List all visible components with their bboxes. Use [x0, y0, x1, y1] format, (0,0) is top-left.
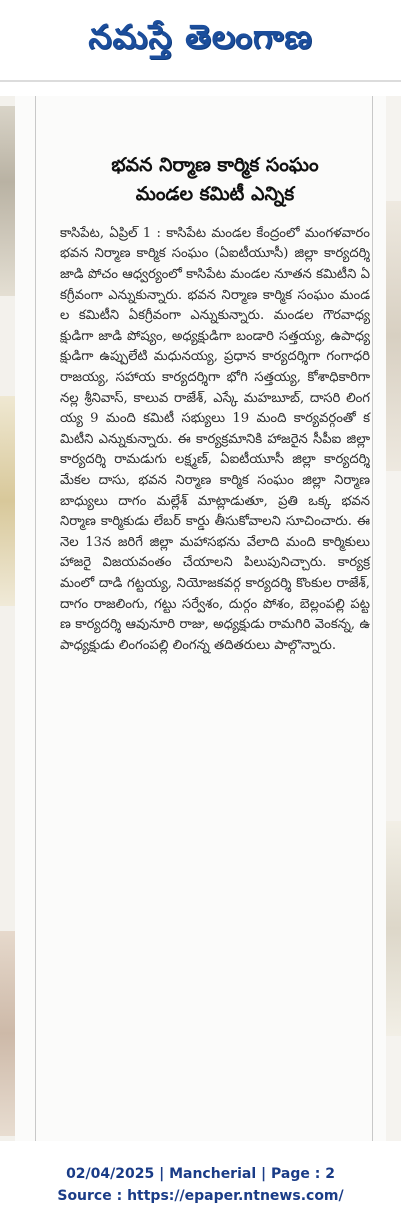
- column-rule-left: [35, 96, 36, 1141]
- masthead: [0, 0, 401, 82]
- news-article: [60, 151, 370, 670]
- adjacent-photo-left-middle: [0, 396, 15, 606]
- article-headline: [60, 151, 370, 210]
- headline-line-2: మండల కమిటీ ఎన్నిక: [135, 183, 295, 206]
- article-body: కాసిపేట, ఏప్రిల్ 1 : కాసిపేట మండల కేంద్రంలో మంగళవారం భవన నిర్మాణ కార్మిక సంఘం (ఏఐటీయూసీ) జిల్లా కార్యదర్శి జాడి పోచం ఆధ్వర్యంలో కాసిపేట మండల నూతన కమిటీని ఏకగ్రీవంగా ఎన్నుకున్నారు. భవన నిర్మాణ కార్మిక సంఘం మండల కమిటీని ఏకగ్రీవంగా ఎన్నుకున్నారు. మండల గౌరవాధ్యక్షుడిగా జాడి పోష్యం, అధ్యక్షుడిగా బండారి సత్తయ్య, ఉపాధ్యక్షుడిగా ఉప్పులేటి మధునయ్య, ప్రధాన కార్యదర్శిగా గంగాధరి రాజయ్య, సహాయ కార్యదర్శిగా భోగి సత్తయ్య, కోశాధికారిగా నల్ల శ్రీనివాస్, కాలువ రాజేశ్, ఎస్కే మహబూబ్, దాసరి లింగయ్య 9 మంది కమిటీ సభ్యులు 19 మంది కార్యవర్గంతో కమిటీని ఎన్నుకున్నారు. ఈ కార్యక్రమానికి హాజరైన సీపీఐ జిల్లా కార్యదర్శి రామడుగు లక్ష్మణ్, ఏఐటీయూసీ జిల్లా కార్యదర్శి మేకల దాసు, భవన నిర్మాణ కార్మిక సంఘం జిల్లా నిర్మాణ బాధ్యులు దాగం మల్లేశ్ మాట్లాడుతూ, ప్రతి ఒక్క భవన నిర్మాణ కార్మికుడు లేబర్ కార్డు తీసుకోవాలని సూచించారు. ఈ నెల 13న జరిగే జిల్లా మహాసభను వేలాది మంది కార్మికులు హాజరై విజయవంతం చేయాలని పిలుపునిచ్చారు. కార్యక్రమంలో దాడి గట్టయ్య, నియోజకవర్గ కార్యదర్శి కొంకుల రాజేశ్, దాగం రాజలింగు, గట్టు సర్వేశం, దుర్గం పోశం, బెల్లంపల్లి పట్టణ కార్యదర్శి ఆవునూరి రాజు, అధ్యక్షుడు రామగిరి వెంకన్న, ఉపాధ్యక్షుడు లింగంపల్లి లింగన్న తదితరులు పాల్గొన్నారు.: [60, 225, 370, 653]
- adjacent-photo-left-bottom: [0, 931, 15, 1136]
- adjacent-photo-left-top: [0, 106, 15, 296]
- newspaper-logo-title: నమస్తే తెలంగాణ: [88, 16, 313, 56]
- adjacent-photo-right-bottom: [386, 821, 401, 1036]
- column-rule-right: [372, 96, 373, 1141]
- adjacent-photo-right-top: [386, 201, 401, 471]
- newspaper-page-scan: [0, 96, 401, 1141]
- adjacent-column-left: [0, 96, 15, 1141]
- footer-source-link[interactable]: Source : https://epaper.ntnews.com/: [57, 1188, 344, 1204]
- adjacent-column-right: [386, 96, 401, 1141]
- epaper-footer: [0, 1146, 401, 1228]
- footer-date-edition-page: 02/04/2025 | Mancherial | Page : 2: [66, 1166, 335, 1182]
- headline-line-1: భవన నిర్మాణ కార్మిక సంఘం: [111, 154, 319, 176]
